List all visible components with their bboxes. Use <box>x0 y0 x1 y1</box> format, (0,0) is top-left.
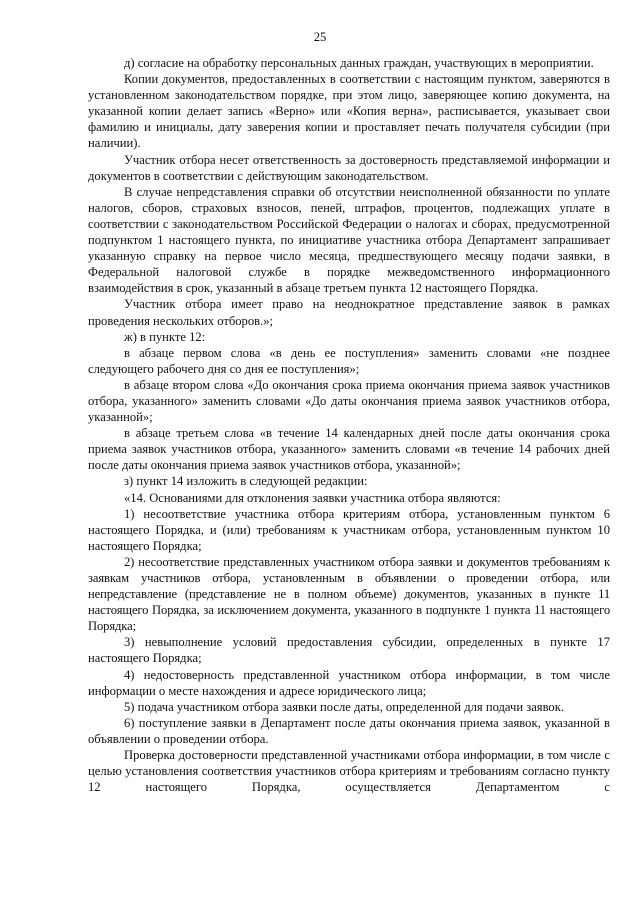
paragraph-clause-third: в абзаце третьем слова «в течение 14 календарных дней после даты окончания срока приема заявок участников отбора, указанного» заменить словами «в течение 14 рабочих дней после даты окончания приема заявок участников отбора, указанной»; <box>88 426 610 473</box>
paragraph-item-z: з) пункт 14 изложить в следующей редакции: <box>124 474 368 489</box>
paragraph-ground-6: 6) поступление заявки в Департамент после даты окончания приема заявок, указанной в объявлении о проведении отбора. <box>88 715 610 746</box>
document-body <box>88 55 610 795</box>
paragraph-ground-2: 2) несоответствие представленных участником отбора заявки и документов требованиям к заявкам участников отбора, установленным в объявлении о проведении отбора, или непредставление (представление не в полном объеме) документов, указанных в пункте 11 настоящего Порядка, за исключением документа, указанного в подпункте 1 пункта 11 настоящего Порядка; <box>88 554 610 634</box>
paragraph-ground-5: 5) подача участником отбора заявки после даты, определенной для подачи заявок. <box>124 699 564 714</box>
paragraph-ground-1: 1) несоответствие участника отбора критериям отбора, установленным пунктом 6 настоящего Порядка, и (или) требованиям к участникам отбора, установленным пунктом 10 настоящего Порядка; <box>88 506 610 553</box>
paragraph-item-zh: ж) в пункте 12: <box>124 329 206 344</box>
paragraph-ground-4: 4) недостоверность представленной участником отбора информации, в том числе информации о месте нахождения и адресе юридического лица; <box>88 667 610 698</box>
paragraph-verification: Проверка достоверности представленной участниками отбора информации, в том числе с целью установления соответствия участников отбора критериям и требованиям согласно пункту 12 настоящего Порядка, осуществляется Департаментом с <box>88 748 610 795</box>
page-number: 25 <box>313 30 327 44</box>
paragraph-tax-certificate: В случае непредставления справки об отсутствии неисполненной обязанности по уплате налогов, сборов, страховых взносов, пеней, штрафов, процентов, подлежащих уплате в соответствии с законодательством Российской Федерации о налогах и сборах, предусмотренной подпунктом 1 настоящего пункта, по инициативе участника отбора Департамент запрашивает указанную справку на первое число месяца, предшествующего месяцу подачи заявки, в Федеральной налоговой службе в порядке межведомственного информационного взаимодействия в срок, указанный в абзаце третьем пункта 12 настоящего Порядка. <box>88 184 610 296</box>
paragraph-clause-first: в абзаце первом слова «в день ее поступления» заменить словами «не позднее следующего рабочего дня со дня ее поступления»; <box>88 345 610 376</box>
paragraph-document-copies: Копии документов, предоставленных в соответствии с настоящим пунктом, заверяются в установленном законодательством порядке, при этом лицо, заверяющее копию документа, на указанной копии делает запись «Верно» или «Копия верна», расписывается, указывает свои фамилию и инициалы, дату заверения копии и проставляет печать получателя субсидии (при наличии). <box>88 72 610 151</box>
paragraph-consent: д) согласие на обработку персональных данных граждан, участвующих в мероприятии. <box>124 56 594 70</box>
paragraph-repeated-submission: Участник отбора имеет право на неоднократное представление заявок в рамках проведения нескольких отборов.»; <box>88 297 610 328</box>
paragraph-responsibility: Участник отбора несет ответственность за достоверность представляемой информации и документов в соответствии с действующим законодательством. <box>88 152 610 183</box>
paragraph-ground-3: 3) невыполнение условий предоставления субсидии, определенных в пункте 17 настоящего Порядка; <box>88 635 610 666</box>
paragraph-clause-second: в абзаце втором слова «До окончания срока приема окончания приема заявок участников отбора, указанного» заменить словами «До даты окончания приема заявок участников отбора, указанной»; <box>88 377 610 425</box>
paragraph-section-14: «14. Основаниями для отклонения заявки участника отбора являются: <box>124 490 501 505</box>
